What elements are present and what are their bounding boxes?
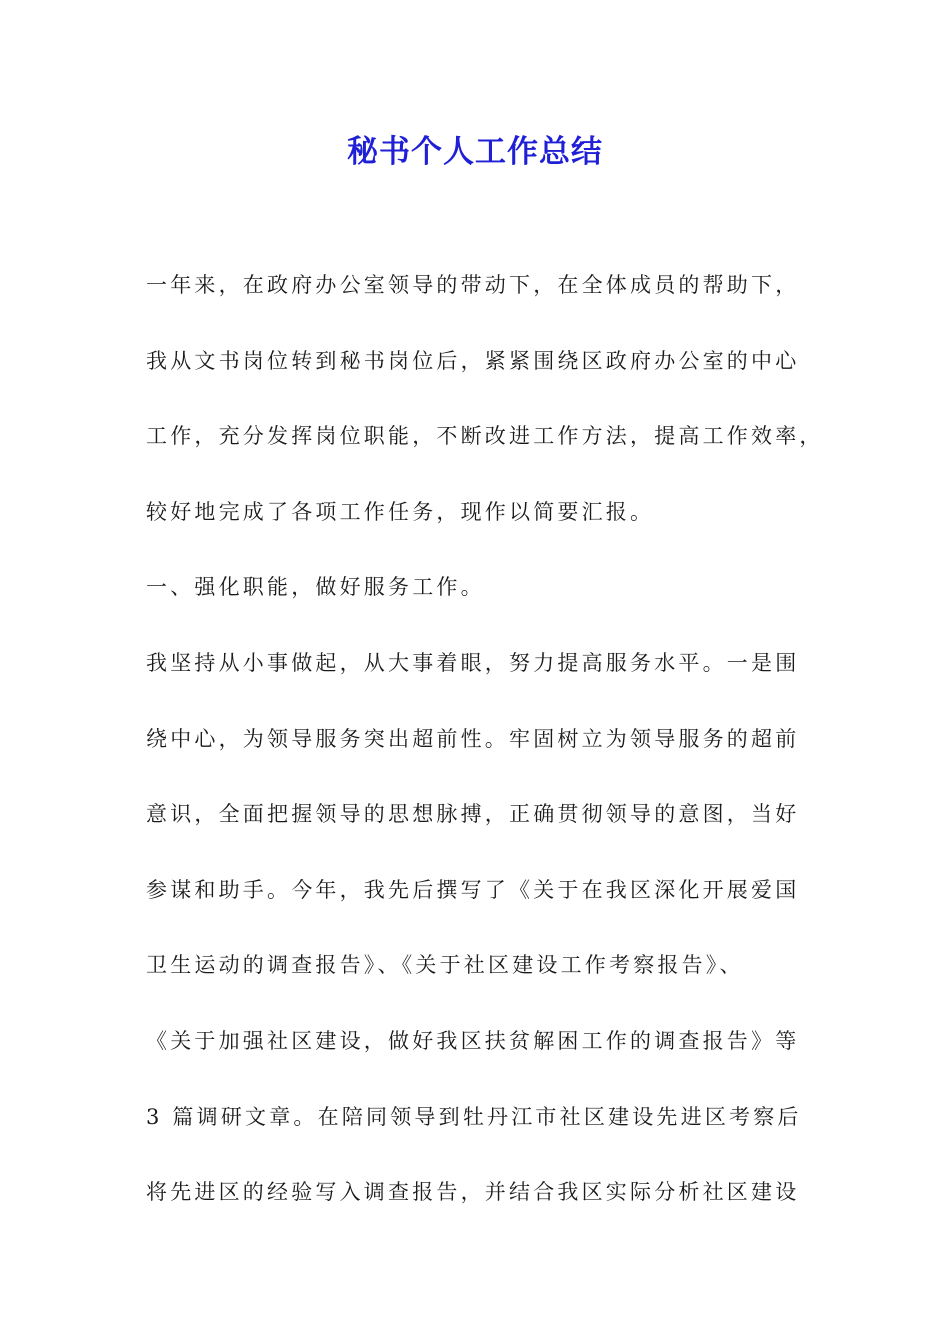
text-line: 将先进区的经验写入调查报告，并结合我区实际分析社区建设 [146,1180,800,1205]
text-line: 一年来，在政府办公室领导的带动下，在全体成员的帮助下， [146,273,800,297]
text-line: 较好地完成了各项工作任务，现作以简要汇报。 [146,499,655,524]
text-line: 绕中心，为领导服务突出超前性。牢固树立为领导服务的超前 [146,726,800,751]
text-line: 意识，全面把握领导的思想脉搏，正确贯彻领导的意图，当好 [146,802,800,827]
section-heading: 一、强化职能，做好服务工作。 [146,575,485,600]
text-line: 我从文书岗位转到秘书岗位后，紧紧围绕区政府办公室的中心 [146,348,800,373]
text-line: 《关于加强社区建设，做好我区扶贫解困工作的调查报告》等 [146,1028,800,1053]
document-title: 秘书个人工作总结 [347,134,603,170]
text-line: 3 篇调研文章。在陪同领导到牡丹江市社区建设先进区考察后 [146,1104,802,1129]
document-body [146,264,824,1247]
text-line: 工作，充分发挥岗位职能，不断改进工作方法，提高工作效率， [146,424,824,449]
text-line: 卫生运动的调查报告》、《关于社区建设工作考察报告》、 [146,953,744,978]
text-line: 参谋和助手。今年，我先后撰写了《关于在我区深化开展爱国 [146,877,800,902]
text-line: 我坚持从小事做起，从大事着眼，努力提高服务水平。一是围 [146,650,800,675]
